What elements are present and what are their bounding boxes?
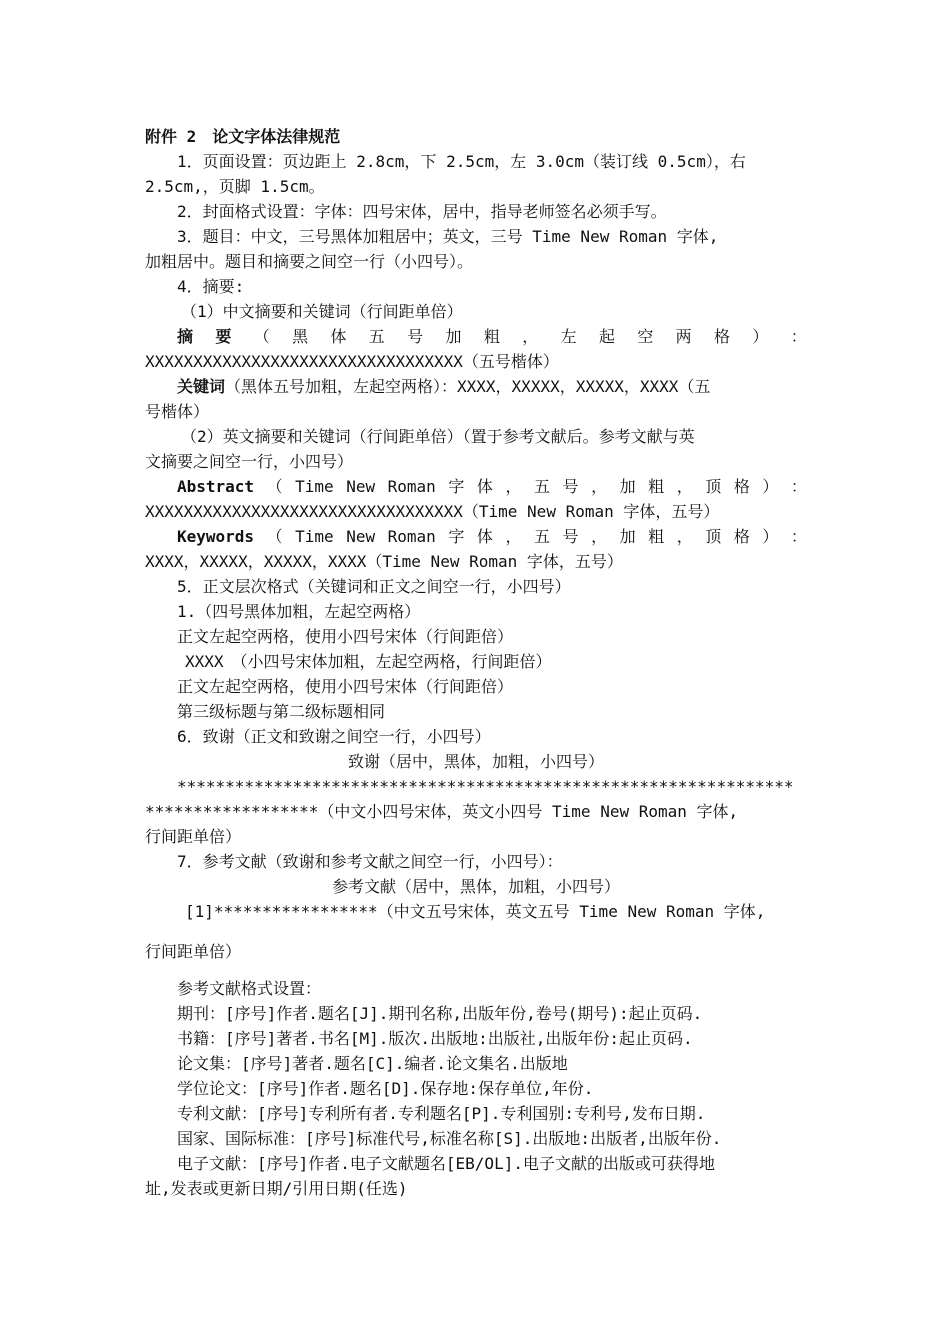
section-7-heading: 7．参考文献（致谢和参考文献之间空一行，小四号）： <box>177 852 563 871</box>
line-token: 体 <box>476 477 493 496</box>
acknowledgement-stars-a: **************************************************************** <box>177 777 794 796</box>
abstract-zh-line <box>145 324 807 349</box>
line-token: 空 <box>637 327 654 346</box>
line-token: 五 <box>533 527 550 546</box>
line-token: ： <box>790 477 807 496</box>
keywords-zh-line-b: 号楷体） <box>145 402 210 421</box>
line-token: 顶 <box>705 527 722 546</box>
line-token: 黑 <box>292 327 309 346</box>
reference-format-patent: 专利文献：[序号]专利所有者.专利题名[P].专利国别:专利号,发布日期. <box>177 1104 706 1123</box>
line-token: 号 <box>562 477 579 496</box>
section-5-item-2: 正文左起空两格，使用小四号宋体（行间距倍） <box>177 627 514 646</box>
line-token: （ <box>253 327 270 346</box>
reference-format-proceedings: 论文集：[序号]著者.题名[C].编者.论文集名.出版地 <box>177 1054 568 1073</box>
line-token: Roman <box>387 477 436 496</box>
references-title: 参考文献（居中，黑体，加粗，小四号） <box>331 877 620 896</box>
acknowledgement-stars-b: ******************（中文小四号宋体，英文小四号 Time New Roman 字体, <box>145 802 739 821</box>
acknowledgement-title: 致谢（居中，黑体，加粗，小四号） <box>347 752 604 771</box>
acknowledgement-stars-c: 行间距单倍） <box>145 827 242 846</box>
reference-format-heading: 参考文献格式设置： <box>177 979 322 998</box>
line-token: 格 <box>714 327 731 346</box>
line-token: 要 <box>215 327 232 346</box>
abstract-zh-placeholder: XXXXXXXXXXXXXXXXXXXXXXXXXXXXXXXXX（五号楷体） <box>145 352 559 371</box>
abstract-en-line <box>145 474 807 499</box>
line-token: 粗 <box>648 477 665 496</box>
line-token: ） <box>762 477 779 496</box>
section-4-1: （1）中文摘要和关键词（行间距单倍） <box>181 302 463 321</box>
line-token: 号 <box>407 327 424 346</box>
line-token: 左 <box>560 327 577 346</box>
line-token: ， <box>522 327 539 346</box>
line-token: 字 <box>448 527 465 546</box>
document-title: 附件 2 论文字体法律规范 <box>145 127 341 146</box>
document-page <box>145 124 807 1201</box>
line-token: （ <box>266 527 283 546</box>
line-token: 加 <box>619 527 636 546</box>
line-token: 体 <box>330 327 347 346</box>
line-token: 顶 <box>705 477 722 496</box>
line-token: 体 <box>476 527 493 546</box>
section-4-2-line-a: （2）英文摘要和关键词（行间距单倍）（置于参考文献后。参考文献与英 <box>181 427 695 446</box>
line-token: 五 <box>533 477 550 496</box>
line-token: ） <box>752 327 769 346</box>
keywords-zh-label: 关键词 <box>177 377 226 396</box>
line-label: Keywords <box>177 527 255 546</box>
line-token: ： <box>790 327 807 346</box>
line-token: （ <box>266 477 283 496</box>
line-token: ， <box>505 477 522 496</box>
line-token: 粗 <box>648 527 665 546</box>
section-5-item-1: 1.（四号黑体加粗，左起空两格） <box>177 602 421 621</box>
line-token: ， <box>505 527 522 546</box>
reference-example-b: 行间距单倍） <box>145 942 242 961</box>
line-token: ， <box>676 527 693 546</box>
line-token: ： <box>790 527 807 546</box>
section-4-heading: 4．摘要: <box>177 277 245 296</box>
abstract-en-placeholder: XXXXXXXXXXXXXXXXXXXXXXXXXXXXXXXXX（Time New Roman 字体，五号） <box>145 502 720 521</box>
keywords-zh-line-a <box>145 374 807 399</box>
section-2: 2．封面格式设置：字体：四号宋体，居中，指导老师签名必须手写。 <box>177 202 667 221</box>
reference-format-book: 书籍：[序号]著者.书名[M].版次.出版地:出版社,出版年份:起止页码. <box>177 1029 693 1048</box>
reference-format-electronic-a: 电子文献：[序号]作者.电子文献题名[EB/OL].电子文献的出版或可获得地 <box>177 1154 715 1173</box>
line-token: ， <box>591 527 608 546</box>
section-3-line-b: 加粗居中。题目和摘要之间空一行（小四号）。 <box>145 252 474 271</box>
line-token: 字 <box>448 477 465 496</box>
section-1-line-b: 2.5cm,，页脚 1.5cm。 <box>145 177 325 196</box>
section-1-line-a: 1．页面设置：页边距上 2.8cm，下 2.5cm，左 3.0cm（装订线 0.5cm），右 <box>177 152 746 171</box>
section-5-item-5: 第三级标题与第二级标题相同 <box>177 702 386 721</box>
line-token: 摘 <box>177 327 194 346</box>
reference-format-journal: 期刊：[序号]作者.题名[J].期刊名称,出版年份,卷号(期号):起止页码. <box>177 1004 703 1023</box>
line-token: 加 <box>445 327 462 346</box>
line-token: Time <box>295 527 334 546</box>
keywords-zh-text: （黑体五号加粗，左起空两格）：XXXX，XXXXX，XXXXX，XXXX（五 <box>225 377 711 396</box>
reference-format-standard: 国家、国际标准：[序号]标准代号,标准名称[S].出版地:出版者,出版年份. <box>177 1129 722 1148</box>
line-token: 两 <box>675 327 692 346</box>
line-token: Roman <box>387 527 436 546</box>
line-token: ， <box>676 477 693 496</box>
keywords-en-line <box>145 524 807 549</box>
keywords-en-placeholder: XXXX，XXXXX，XXXXX，XXXX（Time New Roman 字体，五号） <box>145 552 623 571</box>
line-token: ， <box>591 477 608 496</box>
reference-example-a: [1]*****************（中文五号宋体，英文五号 Time New Roman 字体, <box>185 902 766 921</box>
reference-format-electronic-b: 址,发表或更新日期/引用日期(任选) <box>145 1179 408 1198</box>
line-token: 格 <box>733 527 750 546</box>
section-4-2-line-b: 文摘要之间空一行，小四号） <box>145 452 354 471</box>
line-token: 起 <box>598 327 615 346</box>
line-token: 格 <box>733 477 750 496</box>
section-6-heading: 6．致谢（正文和致谢之间空一行，小四号） <box>177 727 491 746</box>
line-token: 加 <box>619 477 636 496</box>
line-token: New <box>346 477 376 496</box>
line-token: 号 <box>562 527 579 546</box>
section-3-line-a: 3．题目：中文，三号黑体加粗居中；英文，三号 Time New Roman 字体, <box>177 227 719 246</box>
section-5-item-4: 正文左起空两格，使用小四号宋体（行间距倍） <box>177 677 514 696</box>
line-token: ） <box>762 527 779 546</box>
line-token: New <box>346 527 376 546</box>
line-label: Abstract <box>177 477 255 496</box>
line-token: 粗 <box>483 327 500 346</box>
section-5-item-3: XXXX （小四号宋体加粗，左起空两格，行间距倍） <box>185 652 552 671</box>
reference-format-thesis: 学位论文：[序号]作者.题名[D].保存地:保存单位,年份. <box>177 1079 594 1098</box>
section-5-heading: 5．正文层次格式（关键词和正文之间空一行，小四号） <box>177 577 571 596</box>
line-token: 五 <box>368 327 385 346</box>
line-token: Time <box>295 477 334 496</box>
